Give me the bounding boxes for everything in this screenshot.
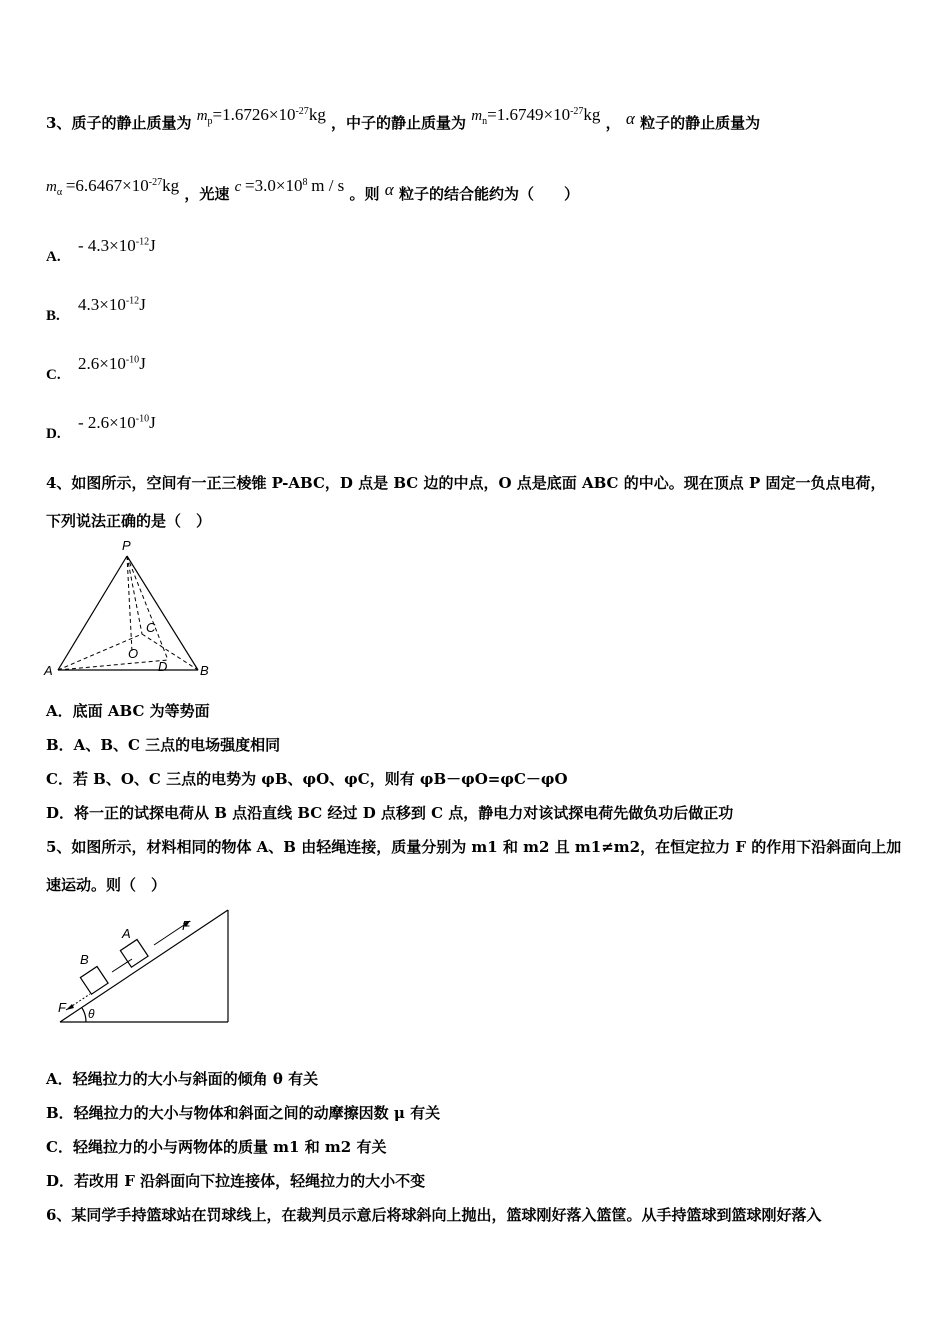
q4-stem-line2: 下列说法正确的是（ ） [46,512,212,530]
q4-option-c[interactable]: C．若 B、O、C 三点的电势为 φB、φO、φC，则有 φB－φO=φC－φO [46,770,568,788]
label-theta: θ [88,1007,95,1021]
label-A: A [44,663,53,678]
q4-option-d[interactable]: D．将一正的试探电荷从 B 点沿直线 BC 经过 D 点移到 C 点，静电力对该试探电荷先做负功后做正功 [46,804,734,822]
q5-option-c[interactable]: C．轻绳拉力的小与两物体的质量 m1 和 m2 有关 [46,1138,387,1156]
q5-option-d[interactable]: D．若改用 F 沿斜面向下拉连接体，轻绳拉力的大小不变 [46,1172,426,1190]
q4-stem-line1: 4、如图所示，空间有一正三棱锥 P-ABC，D 点是 BC 边的中点，O 点是底面 ABC 的中心。现在顶点 P 固定一负点电荷， [46,474,886,492]
label-force-up: F [182,918,190,933]
label-P: P [122,538,131,553]
block-A [120,939,148,967]
q3-line1: 3、质子的静止质量为 $m_p=1.6726\times 10^{-27}kg$ ，中子的静止质量为 $m_n=1.6749\times 10^{-27}kg$ ， α 粒子的静止质量为 [46,105,761,132]
q5-option-b[interactable]: B．轻绳拉力的大小与物体和斜面之间的动摩擦因数 μ 有关 [46,1104,441,1122]
formula-c: $c =3.0\times 10^8$ m / s [234,176,345,195]
label-block-A: A [122,926,131,941]
q5-stem-line2: 速运动。则（ ） [46,876,167,894]
formula-mn: $m_n=1.6749\times 10^{-27}kg$ [471,105,601,127]
label-O: O [128,646,139,661]
formula-mp: $m_p=1.6726\times 10^{-27}kg$ [196,105,326,127]
q4-option-a[interactable]: A．底面 ABC 为等势面 [46,702,210,720]
pyramid-figure [40,534,220,684]
label-C: C [146,620,156,635]
q5-option-a[interactable]: A．轻绳拉力的大小与斜面的倾角 θ 有关 [46,1070,319,1088]
q5-stem-line1: 5、如图所示，材料相同的物体 A、B 由轻绳连接，质量分别为 m1 和 m2 且 m1≠m2，在恒定拉力 F 的作用下沿斜面向上加 [46,838,902,856]
label-block-B: B [80,952,89,967]
q3-line2: $m_\alpha =6.6467\times 10^{-27}kg$ ，光速 $c =3.0\times 10^8$ m / s 。则 α 粒子的结合能约为（ ） [46,176,579,203]
q4-option-b[interactable]: B．A、B、C 三点的电场强度相同 [46,736,281,754]
formula-malpha: $m_\alpha =6.6467\times 10^{-27}kg$ [46,176,180,198]
incline-figure [50,902,240,1032]
q6-stem-line1: 6、某同学手持篮球站在罚球线上，在裁判员示意后将球斜向上抛出，篮球刚好落入篮筐。从手持篮球到篮球刚好落入 [46,1206,822,1224]
label-B: B [200,663,209,678]
label-D: D [158,659,168,674]
label-force-down: F [58,1000,66,1015]
block-B [80,966,108,994]
